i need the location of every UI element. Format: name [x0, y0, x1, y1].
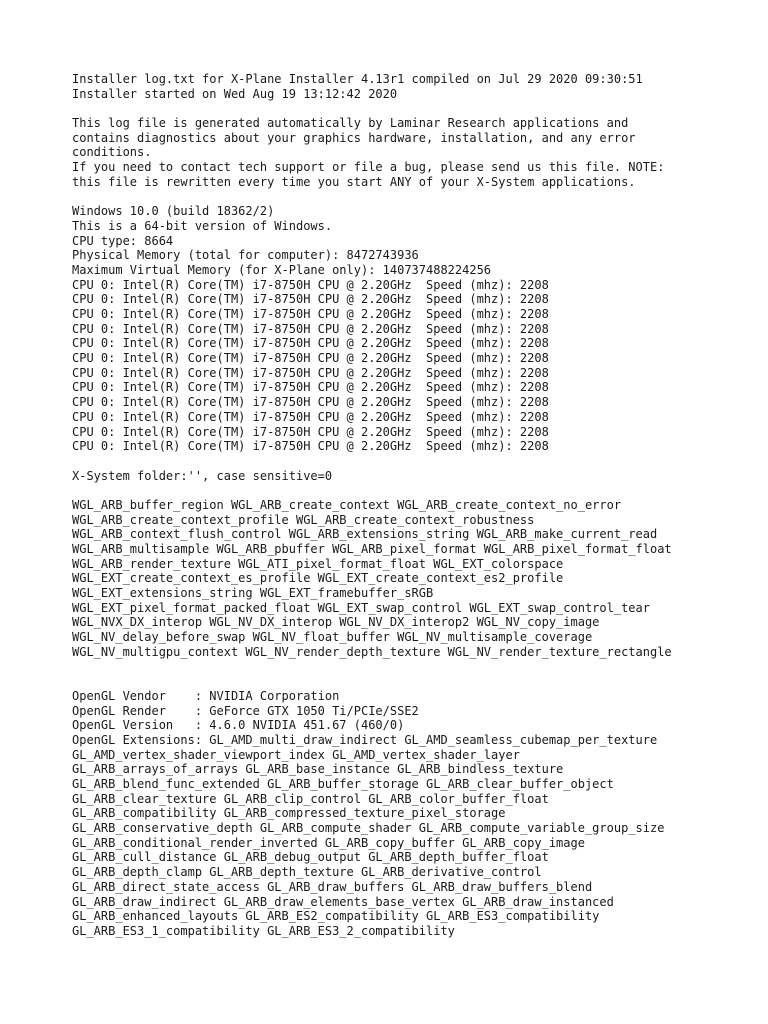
log-line: WGL_ARB_multisample WGL_ARB_pbuffer WGL_ARB_pixel_format WGL_ARB_pixel_format_float — [72, 542, 672, 556]
log-line: CPU 0: Intel(R) Core(TM) i7-8750H CPU @ 2.20GHz Speed (mhz): 2208 — [72, 439, 549, 454]
log-line — [72, 660, 752, 675]
log-line: CPU 0: Intel(R) Core(TM) i7-8750H CPU @ 2.20GHz Speed (mhz): 2208 — [72, 351, 549, 366]
log-line: CPU 0: Intel(R) Core(TM) i7-8750H CPU @ 2.20GHz Speed (mhz): 2208 — [72, 292, 549, 307]
log-line: WGL_NV_delay_before_swap WGL_NV_float_buffer WGL_NV_multisample_coverage — [72, 630, 593, 645]
log-line: If you need to contact tech support or file a bug, please send us this file. NOTE: — [72, 160, 665, 175]
log-line: CPU 0: Intel(R) Core(TM) i7-8750H CPU @ 2.20GHz Speed (mhz): 2208 — [72, 424, 549, 439]
log-line: Physical Memory (total for computer): 8472743936 — [72, 248, 419, 263]
log-line: WGL_ARB_context_flush_control WGL_ARB_extensions_string WGL_ARB_make_current_read — [72, 527, 658, 542]
log-line: GL_ARB_arrays_of_arrays GL_ARB_base_instance GL_ARB_bindless_texture — [72, 762, 564, 777]
log-line: WGL_ARB_create_context_profile WGL_ARB_create_context_robustness — [72, 512, 535, 527]
log-line: GL_ARB_ES3_1_compatibility GL_ARB_ES3_2_compatibility — [72, 923, 455, 938]
log-line: GL_ARB_clear_texture GL_ARB_clip_control GL_ARB_color_buffer_float — [72, 791, 549, 806]
log-line: GL_ARB_depth_clamp GL_ARB_depth_texture GL_ARB_derivative_control — [72, 865, 542, 880]
log-line: Installer started on Wed Aug 19 13:12:42 2020 — [72, 86, 398, 101]
log-line: contains diagnostics about your graphics hardware, installation, and any error — [72, 130, 636, 145]
log-line: CPU 0: Intel(R) Core(TM) i7-8750H CPU @ 2.20GHz Speed (mhz): 2208 — [72, 380, 549, 395]
log-line: OpenGL Render : GeForce GTX 1050 Ti/PCIe/SSE2 — [72, 703, 419, 718]
log-line: GL_ARB_enhanced_layouts GL_ARB_ES2_compatibility GL_ARB_ES3_compatibility — [72, 909, 600, 924]
log-line: GL_ARB_draw_indirect GL_ARB_draw_elements_base_vertex GL_ARB_draw_instanced — [72, 894, 614, 909]
log-line: Installer log.txt for X-Plane Installer 4.13r1 compiled on Jul 29 2020 09:30:51 — [72, 72, 643, 86]
log-line: OpenGL Version : 4.6.0 NVIDIA 451.67 (460/0) — [72, 718, 405, 733]
log-line: WGL_EXT_pixel_format_packed_float WGL_EXT_swap_control WGL_EXT_swap_control_tear — [72, 600, 650, 615]
log-line: WGL_EXT_create_context_es_profile WGL_EXT_create_context_es2_profile — [72, 571, 564, 586]
log-line: WGL_NVX_DX_interop WGL_NV_DX_interop WGL_NV_DX_interop2 WGL_NV_copy_image — [72, 615, 600, 630]
log-document — [72, 72, 752, 939]
log-line: CPU 0: Intel(R) Core(TM) i7-8750H CPU @ 2.20GHz Speed (mhz): 2208 — [72, 277, 549, 292]
log-line: GL_ARB_direct_state_access GL_ARB_draw_buffers GL_ARB_draw_buffers_blend — [72, 879, 593, 894]
log-line: GL_ARB_conservative_depth GL_ARB_compute_shader GL_ARB_compute_variable_group_size — [72, 821, 665, 836]
log-line: Windows 10.0 (build 18362/2) — [72, 204, 275, 219]
log-line: WGL_ARB_buffer_region WGL_ARB_create_context WGL_ARB_create_context_no_error — [72, 497, 622, 512]
log-line — [72, 483, 752, 498]
log-line: X-System folder:'', case sensitive=0 — [72, 468, 333, 483]
log-line: This is a 64-bit version of Windows. — [72, 218, 333, 233]
log-line: WGL_ARB_render_texture WGL_ATI_pixel_format_float WGL_EXT_colorspace — [72, 556, 564, 571]
log-line: this file is rewritten every time you start ANY of your X-System applications. — [72, 174, 636, 189]
log-line — [72, 454, 752, 469]
log-line — [72, 101, 752, 116]
log-line: GL_AMD_vertex_shader_viewport_index GL_AMD_vertex_shader_layer — [72, 747, 520, 762]
log-line: conditions. — [72, 145, 152, 160]
log-line: CPU 0: Intel(R) Core(TM) i7-8750H CPU @ 2.20GHz Speed (mhz): 2208 — [72, 365, 549, 380]
log-line — [72, 190, 752, 205]
log-line — [72, 674, 752, 689]
log-line: GL_ARB_conditional_render_inverted GL_ARB_copy_buffer GL_ARB_copy_image — [72, 835, 585, 850]
log-line: Maximum Virtual Memory (for X-Plane only): 140737488224256 — [72, 262, 492, 277]
log-line: GL_ARB_cull_distance GL_ARB_debug_output GL_ARB_depth_buffer_float — [72, 850, 549, 865]
log-line: CPU type: 8664 — [72, 233, 174, 248]
log-line: CPU 0: Intel(R) Core(TM) i7-8750H CPU @ 2.20GHz Speed (mhz): 2208 — [72, 321, 549, 336]
log-line: CPU 0: Intel(R) Core(TM) i7-8750H CPU @ 2.20GHz Speed (mhz): 2208 — [72, 395, 549, 410]
log-line: WGL_NV_multigpu_context WGL_NV_render_depth_texture WGL_NV_render_texture_rectangle — [72, 644, 672, 659]
log-line: OpenGL Vendor : NVIDIA Corporation — [72, 688, 340, 703]
log-line: CPU 0: Intel(R) Core(TM) i7-8750H CPU @ 2.20GHz Speed (mhz): 2208 — [72, 336, 549, 351]
log-line: GL_ARB_blend_func_extended GL_ARB_buffer_storage GL_ARB_clear_buffer_object — [72, 777, 614, 791]
log-line: CPU 0: Intel(R) Core(TM) i7-8750H CPU @ 2.20GHz Speed (mhz): 2208 — [72, 409, 549, 424]
log-line: GL_ARB_compatibility GL_ARB_compressed_texture_pixel_storage — [72, 806, 506, 821]
log-line: OpenGL Extensions: GL_AMD_multi_draw_indirect GL_AMD_seamless_cubemap_per_texture — [72, 732, 658, 747]
log-line: This log file is generated automatically by Laminar Research applications and — [72, 116, 629, 131]
log-line: WGL_EXT_extensions_string WGL_EXT_framebuffer_sRGB — [72, 586, 434, 601]
log-line: CPU 0: Intel(R) Core(TM) i7-8750H CPU @ 2.20GHz Speed (mhz): 2208 — [72, 307, 549, 321]
